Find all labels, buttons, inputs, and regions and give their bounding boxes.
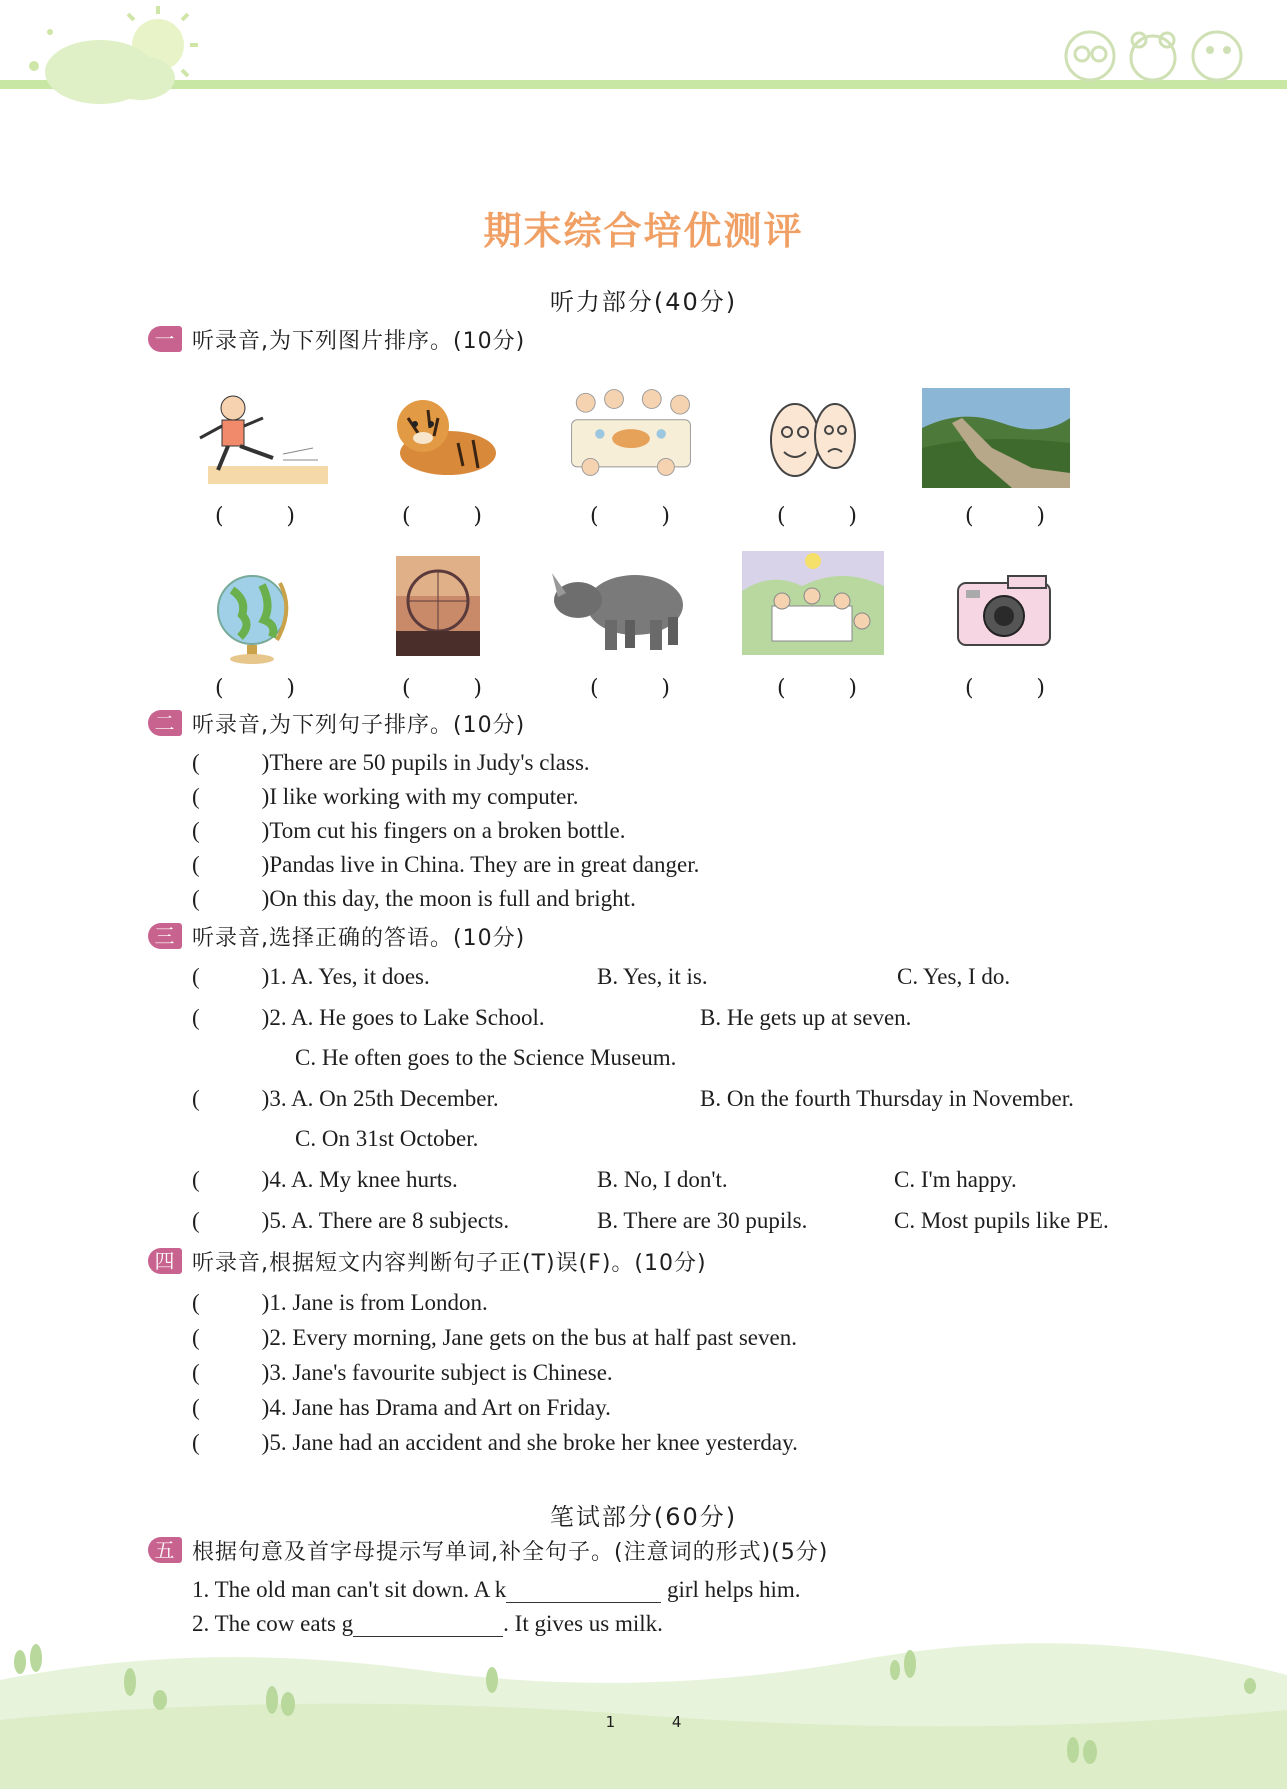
question-5: ( )5. A. There are 8 subjects.: [192, 1208, 510, 1233]
option-b: B. There are 30 pupils.: [597, 1208, 808, 1233]
answer-paren[interactable]: [965, 504, 1045, 529]
paren-close: ): [1036, 504, 1045, 529]
paren-open: (: [215, 504, 224, 529]
option-a: 4. A. My knee hurts.: [269, 1167, 458, 1192]
option-a: 1. A. Yes, it does.: [269, 964, 430, 989]
question-1: ( )1. A. Yes, it does.: [192, 964, 430, 989]
section-badge: 四: [148, 1248, 182, 1274]
section-4-header: [148, 1247, 707, 1275]
writing-heading: 笔试部分(60分): [549, 1503, 738, 1531]
section-badge: 二: [148, 710, 182, 736]
answer-paren[interactable]: [777, 676, 857, 701]
tf-text: 4. Jane has Drama and Art on Friday.: [269, 1395, 611, 1420]
tf-text: 2. Every morning, Jane gets on the bus at half past seven.: [269, 1325, 797, 1350]
answer-paren[interactable]: [402, 504, 482, 529]
globe-image: [192, 565, 338, 665]
fill-blank[interactable]: [506, 1580, 661, 1603]
fill-blank[interactable]: [353, 1614, 503, 1637]
tiger-image: [378, 388, 524, 488]
paren-close: ): [286, 676, 295, 701]
sentence-text: On this day, the moon is full and bright.: [269, 886, 636, 911]
camera-image: [930, 568, 1076, 668]
section-5-header: [148, 1536, 828, 1564]
option-b: B. On the fourth Thursday in November.: [700, 1086, 1074, 1111]
paren-close: ): [473, 676, 482, 701]
option-a: 5. A. There are 8 subjects.: [269, 1208, 510, 1233]
paren-open: (: [590, 504, 599, 529]
great-wall-image: [922, 388, 1070, 488]
question-text-end: . It gives us milk.: [503, 1611, 663, 1636]
question-text-end: girl helps him.: [666, 1577, 801, 1602]
picnic-image: [742, 551, 884, 655]
paren-close: ): [661, 676, 670, 701]
question-2: ( )2. A. He goes to Lake School.: [192, 1005, 545, 1030]
option-b: B. No, I don't.: [597, 1167, 728, 1192]
answer-paren[interactable]: [402, 676, 482, 701]
animal-faces-icon: [1055, 20, 1255, 84]
sentence-item: ( )Pandas live in China. They are in great danger.: [192, 852, 700, 877]
paren-open: (: [215, 676, 224, 701]
sentence-item: ( )On this day, the moon is full and bright.: [192, 886, 636, 911]
sentence-text: There are 50 pupils in Judy's class.: [269, 750, 590, 775]
paren-open: (: [965, 504, 974, 529]
listening-heading: 听力部分(40分): [549, 288, 738, 316]
tf-item: ( )3. Jane's favourite subject is Chinese.: [192, 1360, 613, 1385]
paren-close: ): [661, 504, 670, 529]
question-text: 1. The old man can't sit down. A k: [192, 1577, 507, 1602]
paren-close: ): [286, 504, 295, 529]
two-faces-image: [750, 390, 896, 490]
tf-item: ( )5. Jane had an accident and she broke her knee yesterday.: [192, 1430, 798, 1455]
family-dinner-image: [558, 382, 704, 482]
paren-close: ): [848, 504, 857, 529]
answer-paren[interactable]: [215, 504, 295, 529]
tf-text: 1. Jane is from London.: [269, 1290, 488, 1315]
tf-text: 3. Jane's favourite subject is Chinese.: [269, 1360, 613, 1385]
paren-open: (: [777, 504, 786, 529]
tf-item: ( )4. Jane has Drama and Art on Friday.: [192, 1395, 611, 1420]
sentence-item: ( )I like working with my computer.: [192, 784, 579, 809]
option-a: 2. A. He goes to Lake School.: [269, 1005, 545, 1030]
section-title: 根据句意及首字母提示写单词,补全句子。(注意词的形式)(5分): [192, 1539, 829, 1565]
paren-open: (: [402, 504, 411, 529]
section-badge: 三: [148, 923, 182, 949]
fill-question-2: [192, 1611, 663, 1637]
section-title: 听录音,选择正确的答语。(10分): [192, 925, 526, 951]
section-badge: 五: [148, 1537, 182, 1563]
section-3-header: [148, 922, 525, 950]
section-2-header: [148, 709, 525, 737]
option-b: B. He gets up at seven.: [700, 1005, 912, 1030]
section-badge: 一: [148, 326, 182, 352]
rhino-image: [550, 555, 696, 655]
answer-paren[interactable]: [590, 504, 670, 529]
sentence-text: Pandas live in China. They are in great danger.: [269, 852, 700, 877]
page-title: 期末综合培优测评: [483, 208, 804, 253]
paren-close: ): [473, 504, 482, 529]
sentence-item: ( )There are 50 pupils in Judy's class.: [192, 750, 590, 775]
kicking-boy-image: [188, 388, 334, 488]
question-text: 2. The cow eats g: [192, 1611, 354, 1636]
tf-text: 5. Jane had an accident and she broke her knee yesterday.: [269, 1430, 798, 1455]
paren-close: ): [848, 676, 857, 701]
paren-open: (: [402, 676, 411, 701]
london-eye-image: [396, 556, 480, 656]
answer-paren[interactable]: [777, 504, 857, 529]
option-a: 3. A. On 25th December.: [269, 1086, 499, 1111]
paren-open: (: [590, 676, 599, 701]
fill-question-1: [192, 1577, 800, 1603]
option-c: C. Most pupils like PE.: [894, 1208, 1109, 1233]
question-3: ( )3. A. On 25th December.: [192, 1086, 499, 1111]
section-title: 听录音,根据短文内容判断句子正(T)误(F)。(10分): [192, 1250, 707, 1276]
option-c: C. I'm happy.: [894, 1167, 1017, 1192]
section-title: 听录音,为下列图片排序。(10分): [192, 328, 526, 354]
paren-open: (: [965, 676, 974, 701]
option-c: C. He often goes to the Science Museum.: [295, 1045, 677, 1070]
answer-paren[interactable]: [590, 676, 670, 701]
option-c: C. Yes, I do.: [897, 964, 1011, 989]
question-4: ( )4. A. My knee hurts.: [192, 1167, 458, 1192]
sentence-text: Tom cut his fingers on a broken bottle.: [269, 818, 626, 843]
tf-item: ( )2. Every morning, Jane gets on the bus at half past seven.: [192, 1325, 797, 1350]
option-c: C. On 31st October.: [295, 1126, 479, 1151]
section-1-header: [148, 325, 525, 353]
paren-close: ): [1036, 676, 1045, 701]
sentence-text: I like working with my computer.: [269, 784, 579, 809]
tf-item: ( )1. Jane is from London.: [192, 1290, 488, 1315]
answer-paren[interactable]: [215, 676, 295, 701]
sun-cloud-icon: [0, 0, 200, 110]
answer-paren[interactable]: [965, 676, 1045, 701]
section-title: 听录音,为下列句子排序。(10分): [192, 712, 526, 738]
sentence-item: ( )Tom cut his fingers on a broken bottle.: [192, 818, 626, 843]
option-b: B. Yes, it is.: [597, 964, 708, 989]
paren-open: (: [777, 676, 786, 701]
page-number: 1 4: [605, 1713, 682, 1731]
